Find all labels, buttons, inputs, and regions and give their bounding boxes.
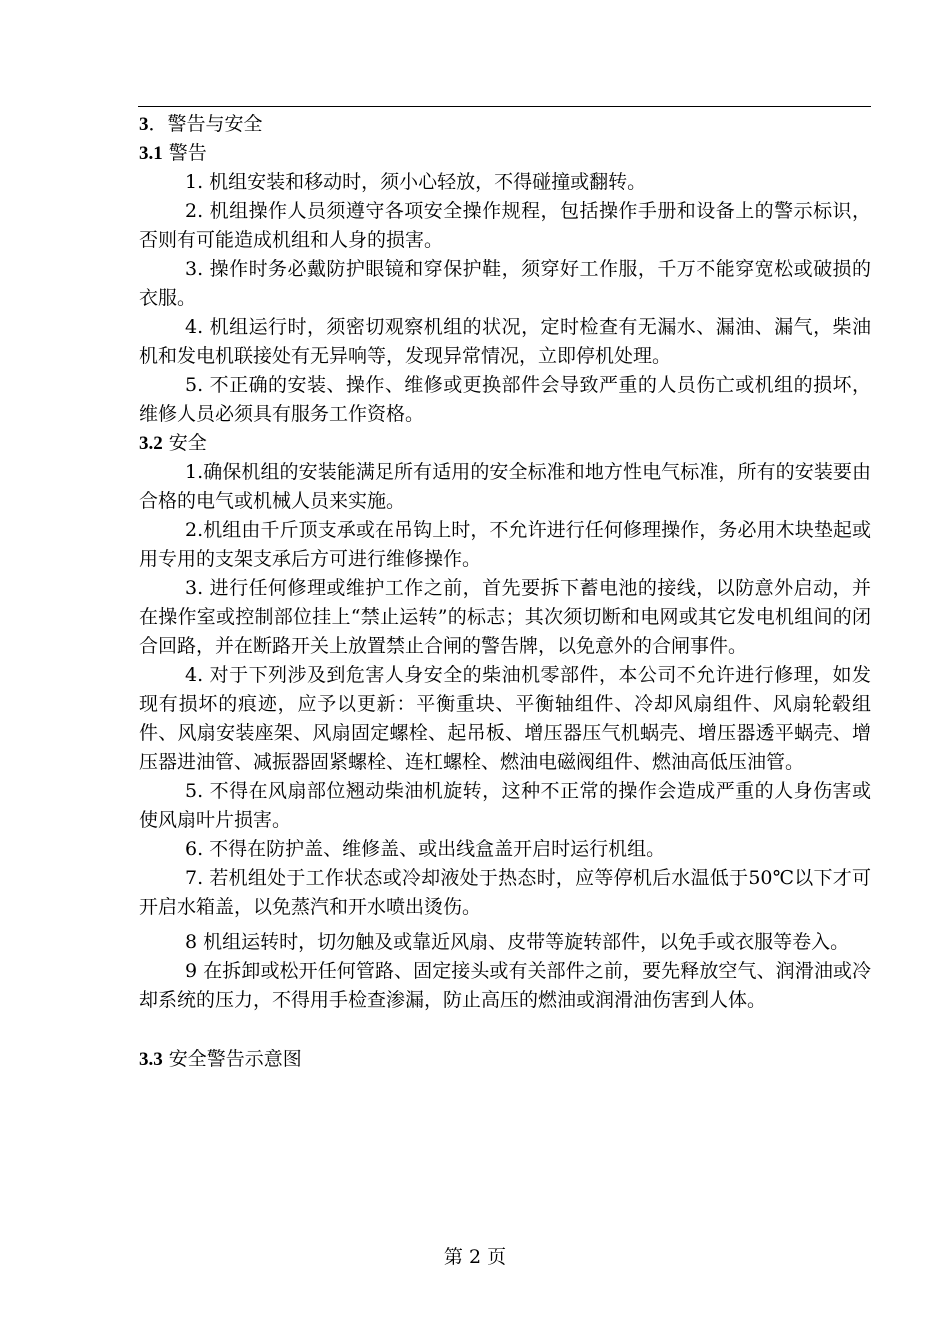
section-3-3-title: 安全警告示意图 bbox=[162, 1048, 302, 1070]
safety-item-2: 2.机组由千斤顶支承或在吊钩上时，不允许进行任何修理操作，务必用木块垫起或用专用的支架支承后方可进行维修操作。 bbox=[139, 519, 871, 570]
section-3-1-number: 3.1 bbox=[139, 143, 163, 164]
safety-item-9: 9 在拆卸或松开任何管路、固定接头或有关部件之前，要先释放空气、润滑油或冷却系统的压力，不得用手检查渗漏，防止高压的燃油或润滑油伤害到人体。 bbox=[139, 960, 871, 1011]
safety-item-8: 8 机组运转时，切勿触及或靠近风扇、皮带等旋转部件，以免手或衣服等卷入。 bbox=[185, 931, 850, 953]
warning-item-5: 5. 不正确的安装、操作、维修或更换部件会导致严重的人员伤亡或机组的损坏，维修人员必须具有服务工作资格。 bbox=[139, 374, 871, 425]
spacer bbox=[139, 1015, 871, 1045]
warning-item-1: 1. 机组安装和移动时，须小心轻放，不得碰撞或翻转。 bbox=[185, 171, 647, 193]
document-body bbox=[139, 110, 871, 1074]
section-3-2-title: 安全 bbox=[162, 432, 207, 454]
safety-item-4: 4. 对于下列涉及到危害人身安全的柴油机零部件，本公司不允许进行修理，如发现有损坏的痕迹，应予以更新：平衡重块、平衡轴组件、冷却风扇组件、风扇轮毂组件、风扇安装座架、风扇固定螺栓、起吊板、增压器压气机蜗壳、增压器透平蜗壳、增压器进油管、减振器固紧螺栓、连杠螺栓、燃油电磁阀组件、燃油高低压油管。 bbox=[139, 664, 871, 773]
section-3-2-number: 3.2 bbox=[139, 433, 163, 454]
page-number: 第 2 页 bbox=[443, 1246, 507, 1268]
safety-item-7: 7. 若机组处于工作状态或冷却液处于热态时，应等停机后水温低于50℃以下才可开启水箱盖，以免蒸汽和开水喷出烫伤。 bbox=[139, 867, 871, 918]
warning-item-4: 4. 机组运行时，须密切观察机组的状况，定时检查有无漏水、漏油、漏气，柴油机和发电机联接处有无异响等，发现异常情况，立即停机处理。 bbox=[139, 316, 871, 367]
warning-item-2: 2. 机组操作人员须遵守各项安全操作规程，包括操作手册和设备上的警示标识，否则有可能造成机组和人身的损害。 bbox=[139, 200, 871, 251]
section-3-2-heading bbox=[139, 429, 871, 458]
warning-item-3: 3. 操作时务必戴防护眼镜和穿保护鞋，须穿好工作服，千万不能穿宽松或破损的衣服。 bbox=[139, 258, 871, 309]
section-3-1-heading bbox=[139, 139, 871, 168]
section-3-1-title: 警告 bbox=[162, 142, 207, 164]
section-3-heading bbox=[139, 110, 871, 139]
safety-item-6: 6. 不得在防护盖、维修盖、或出线盒盖开启时运行机组。 bbox=[185, 838, 666, 860]
section-3-number: 3 bbox=[139, 114, 149, 135]
header-rule bbox=[138, 106, 871, 107]
safety-item-5: 5. 不得在风扇部位翘动柴油机旋转，这种不正常的操作会造成严重的人身伤害或使风扇叶片损害。 bbox=[139, 780, 871, 831]
section-3-3-number: 3.3 bbox=[139, 1049, 163, 1070]
section-3-3-heading bbox=[139, 1045, 871, 1074]
safety-item-3: 3. 进行任何修理或维护工作之前，首先要拆下蓄电池的接线，以防意外启动，并在操作室或控制部位挂上“禁止运转”的标志；其次须切断和电网或其它发电机组间的闭合回路，并在断路开关上放置禁止合闸的警告牌，以免意外的合闸事件。 bbox=[139, 577, 871, 657]
safety-item-1: 1.确保机组的安装能满足所有适用的安全标准和地方性电气标准，所有的安装要由合格的电气或机械人员来实施。 bbox=[139, 461, 871, 512]
section-3-title: ．警告与安全 bbox=[148, 113, 263, 135]
